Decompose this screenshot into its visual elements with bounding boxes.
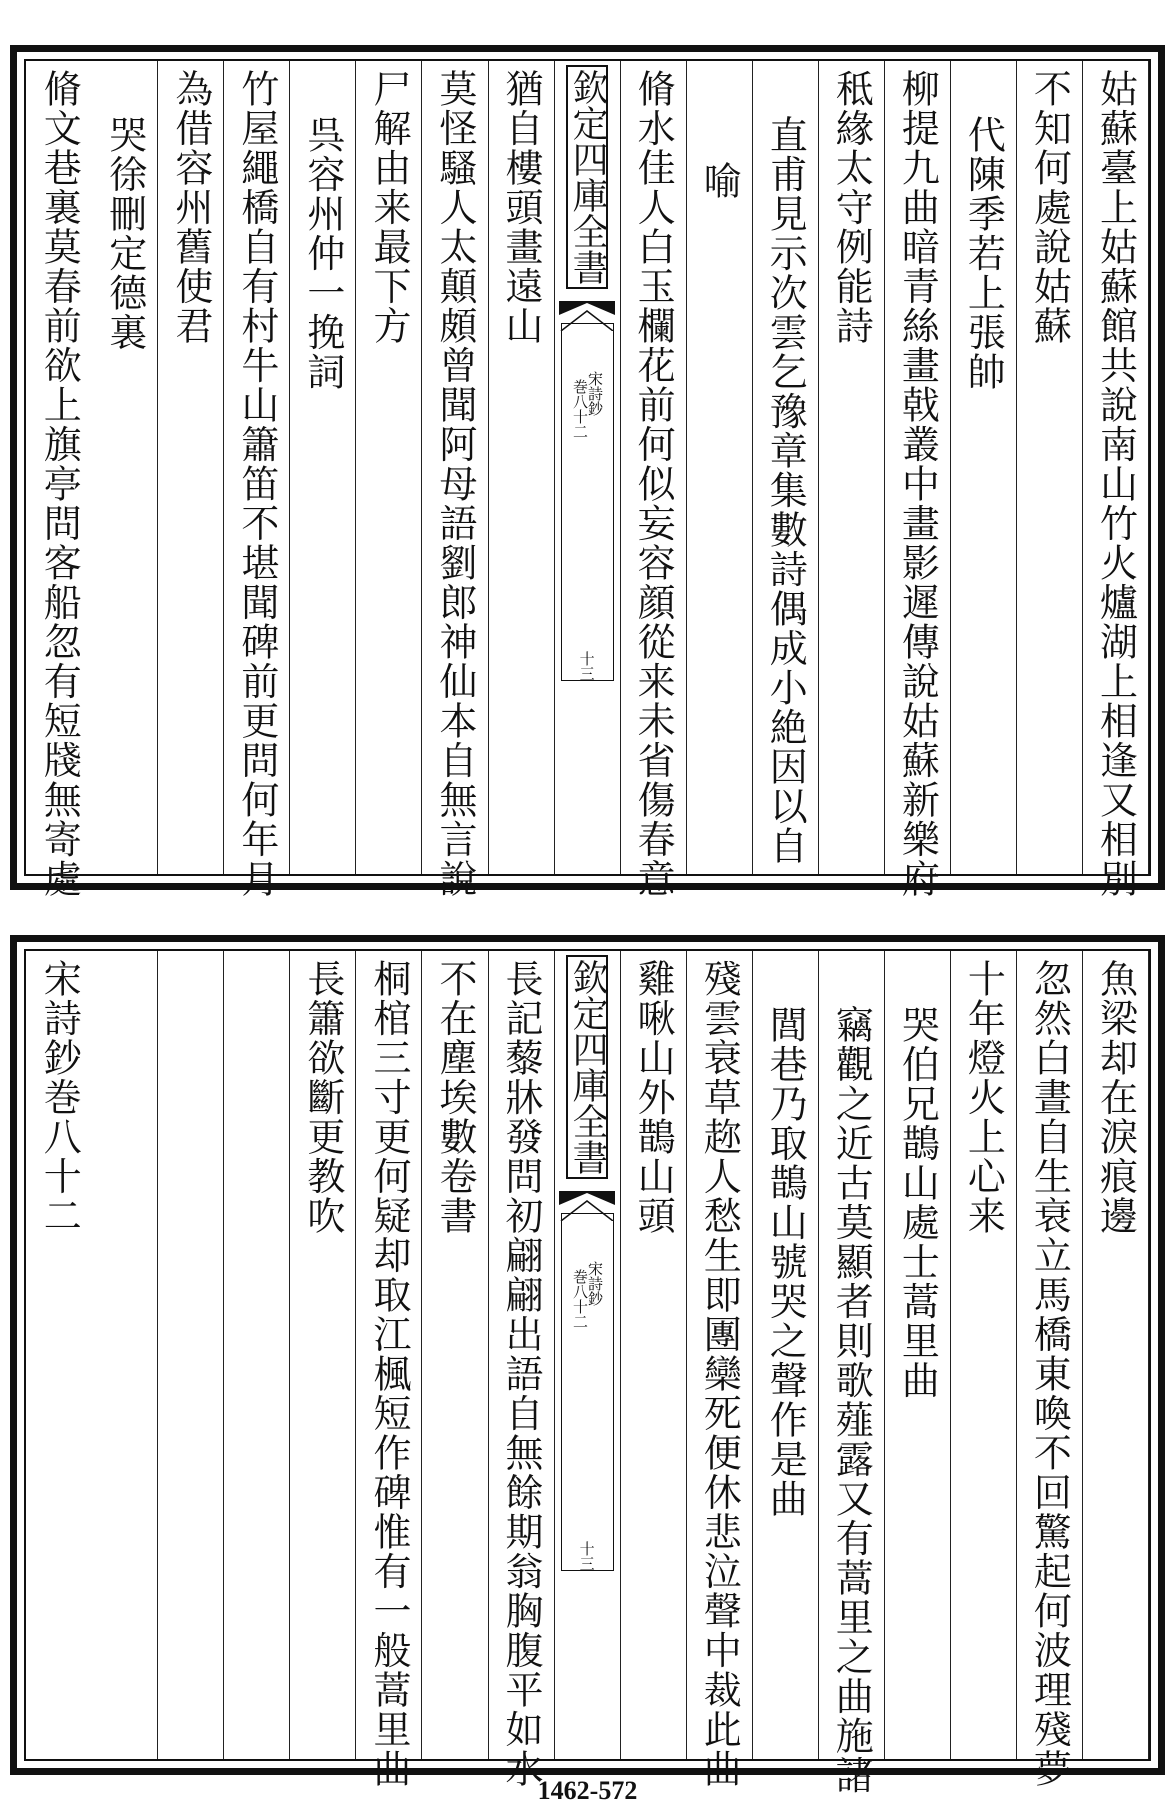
leaf-number: 十三	[577, 651, 596, 681]
column-text: 長記藜牀發問初翩翩出語自無餘期翁胸腹平如水	[499, 959, 544, 1789]
column-text: 莫怪騷人太顛頗曾聞阿母語劉郎神仙本自無言說	[433, 69, 477, 899]
column-text: 哭伯兄鵲山處士蒿里曲	[895, 1005, 940, 1400]
text-column	[489, 61, 555, 874]
text-column	[224, 951, 290, 1759]
text-column	[92, 951, 158, 1759]
book-spine-column	[555, 951, 621, 1759]
text-column	[92, 61, 158, 874]
text-column	[753, 61, 819, 874]
column-text: 尸解由来最下方	[366, 69, 411, 346]
page-code-footer: 1462-572	[537, 1776, 638, 1805]
top-text-columns	[24, 59, 1151, 899]
column-text: 脩水佳人白玉欄花前何似妄容顔從来未省傷春意	[631, 69, 676, 899]
text-column	[224, 61, 290, 899]
text-column	[753, 951, 819, 1759]
column-text: 猶自樓頭畫遠山	[499, 69, 544, 346]
text-column	[1083, 951, 1149, 1759]
column-text: 桐棺三寸更何疑却取江楓短作碑惟有一般蒿里曲	[366, 959, 411, 1789]
text-column	[290, 951, 356, 1759]
column-text: 閭巷乃取鵲山號哭之聲作是曲	[763, 1005, 808, 1519]
column-text: 宋詩鈔巻八十二	[37, 959, 82, 1236]
series-title: 欽定四庫全書	[566, 65, 608, 289]
text-column	[290, 61, 356, 874]
column-text: 秪緣太守例能詩	[829, 69, 874, 346]
text-column	[158, 61, 224, 874]
text-column	[422, 61, 488, 899]
column-text: 雞啾山外鵲山頭	[631, 959, 676, 1236]
text-column	[687, 951, 753, 1789]
book-title-label: 宋詩鈔	[585, 1261, 604, 1306]
column-text: 不知何處說姑蘇	[1027, 69, 1072, 346]
column-text: 柳提九曲暗青絲畫戟叢中畫影遲傳說姑蘇新樂府	[895, 69, 940, 899]
text-column	[951, 61, 1017, 874]
text-column	[951, 951, 1017, 1759]
leaf-number: 十三	[577, 1541, 596, 1571]
text-column	[819, 61, 885, 874]
text-column	[356, 951, 422, 1789]
column-text: 為借容州舊使君	[168, 69, 213, 346]
text-column	[687, 61, 753, 874]
text-column	[1017, 951, 1083, 1789]
column-text: 代陳季若上張帥	[961, 115, 1006, 392]
series-title: 欽定四庫全書	[566, 955, 608, 1179]
text-column	[885, 61, 951, 899]
text-column	[158, 951, 224, 1759]
text-column	[356, 61, 422, 874]
text-column	[885, 951, 951, 1759]
column-text: 脩文巷裏莫春前欲上旗亭問客船忽有短牋無寄處	[37, 69, 82, 899]
volume-label: 巻八十二	[570, 1269, 589, 1329]
text-column	[26, 951, 92, 1759]
text-column	[26, 61, 92, 899]
column-text: 魚梁却在淚痕邊	[1093, 959, 1138, 1236]
column-text: 竊觀之近古莫顯者則歌薤露又有蒿里之曲施諸	[829, 1005, 874, 1795]
text-column	[489, 951, 555, 1789]
text-column	[621, 61, 687, 899]
column-text: 竹屋繩橋自有村牛山簫笛不堪聞碑前更問何年月	[234, 69, 279, 899]
text-column	[422, 951, 488, 1759]
column-text: 直甫見示次雲乞豫章集數詩偶成小絶因以自	[763, 115, 808, 866]
text-column	[819, 951, 885, 1795]
column-text: 哭徐刪定德裏	[102, 115, 147, 352]
book-spine-column	[555, 61, 621, 874]
column-text: 忽然白晝自生衰立馬橋東喚不回驚起何波理殘夢	[1027, 959, 1072, 1789]
column-text: 殘雲衰草趂人愁生即團欒死便休悲泣聲中裁此曲	[697, 959, 742, 1789]
column-text: 十年燈火上心来	[961, 959, 1006, 1236]
top-page-panel	[10, 45, 1165, 899]
column-text: 姑蘇臺上姑蘇館共說南山竹火爐湖上相逢又相別	[1093, 69, 1138, 899]
book-title-label: 宋詩鈔	[585, 371, 604, 416]
text-column	[1083, 61, 1149, 899]
text-column	[1017, 61, 1083, 874]
column-text: 長簫欲斷更教吹	[300, 959, 345, 1236]
column-text: 呉容州仲一挽詞	[300, 115, 345, 392]
text-column	[621, 951, 687, 1759]
column-text: 喻	[697, 161, 742, 201]
volume-label: 巻八十二	[570, 379, 589, 439]
column-text: 不在塵埃數卷書	[433, 959, 477, 1236]
